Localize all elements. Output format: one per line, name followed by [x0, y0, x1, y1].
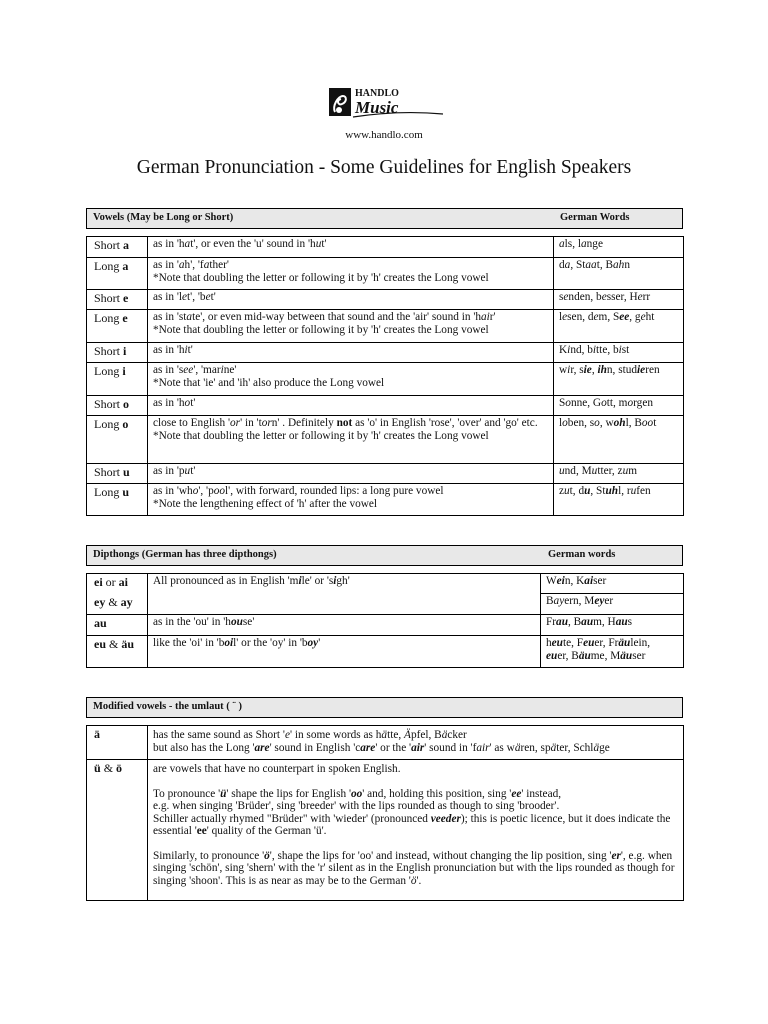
vowel-label: Short e	[87, 290, 148, 310]
vowel-label: Long e	[87, 310, 148, 343]
table-row	[87, 484, 684, 516]
vowel-description: as in 'put'	[148, 464, 554, 484]
vowel-label: Long u	[87, 484, 148, 516]
dipthongs-header-words: German words	[548, 549, 616, 560]
dipthong-label: ey & ay	[87, 594, 148, 615]
dipthongs-header-title: Dipthongs (German has three dipthongs)	[93, 549, 277, 560]
table-row	[87, 310, 684, 343]
vowel-examples: loben, so, wohl, Boot	[554, 416, 684, 464]
table-row	[87, 396, 684, 416]
table-row	[87, 343, 684, 363]
vowel-examples: als, lange	[554, 237, 684, 258]
website-url: www.handlo.com	[345, 129, 423, 141]
dipthong-description: All pronounced as in English 'mile' or 'sigh'	[148, 574, 541, 615]
logo-brand: HANDLO	[355, 88, 399, 99]
umlaut-description: has the same sound as Short 'e' in some words as hätte, Äpfel, Bäcker but also has the Long 'are' sound in English 'care' or the 'air' sound in 'fair' as wären, später, Schläge	[148, 726, 684, 760]
vowel-description: as in 'see', 'marine' *Note that 'ie' and 'ih' also produce the Long vowel	[148, 363, 554, 396]
vowel-examples: wir, sie, ihn, studieren	[554, 363, 684, 396]
logo-script: Music	[355, 98, 399, 117]
dipthongs-table	[86, 573, 684, 668]
table-row	[87, 464, 684, 484]
page-title: German Pronunciation - Some Guidelines for English Speakers	[136, 157, 632, 178]
vowel-examples: zut, du, Stuhl, rufen	[554, 484, 684, 516]
table-row	[87, 615, 684, 636]
dipthong-label: eu & äu	[87, 636, 148, 668]
handlo-music-logo	[329, 86, 445, 120]
table-row	[87, 258, 684, 290]
vowels-header	[86, 208, 683, 229]
dipthong-examples: Bayern, Meyer	[541, 594, 684, 615]
table-row	[87, 574, 684, 594]
vowel-label: Short i	[87, 343, 148, 363]
umlaut-header-title: Modified vowels - the umlaut ( ¨ )	[93, 701, 243, 712]
vowel-label: Short o	[87, 396, 148, 416]
vowel-label: Long a	[87, 258, 148, 290]
vowel-examples: Sonne, Gott, morgen	[554, 396, 684, 416]
vowel-label: Short u	[87, 464, 148, 484]
vowel-description: as in 'let', 'bet'	[148, 290, 554, 310]
vowel-label: Short a	[87, 237, 148, 258]
dipthong-label: au	[87, 615, 148, 636]
vowel-description: close to English 'or' in 'torn' . Definitely not as 'o' in English 'rose', 'over' and 'go' etc. *Note that doubling the letter or following it by 'h' creates the Long vowel	[148, 416, 554, 464]
vowel-label: Long i	[87, 363, 148, 396]
vowel-description: as in 'state', or even mid-way between that sound and the 'air' sound in 'hair' *Note that doubling the letter or following it by 'h' creates the Long vowel	[148, 310, 554, 343]
dipthong-examples: Frau, Baum, Haus	[541, 615, 684, 636]
umlaut-label: ä	[87, 726, 148, 760]
vowel-examples: da, Staat, Bahn	[554, 258, 684, 290]
table-row	[87, 636, 684, 668]
dipthong-description: as in the 'ou' in 'house'	[148, 615, 541, 636]
vowel-description: as in 'hat', or even the 'u' sound in 'hut'	[148, 237, 554, 258]
umlaut-description: are vowels that have no counterpart in spoken English. To pronounce 'ü' shape the lips for English 'oo' and, holding this position, sing 'ee' instead, e.g. when singing 'Brüder', sing 'breeder' with the lips rounded as though to sing 'brooder'. Schiller actually rhymed "Brüder" with 'wieder' (pronounced veeder); this is poetic licence, but it does indicate the essential 'ee' quality of the German 'ü'. Similarly, to pronounce 'ö', shape the lips for 'oo' and instead, without changing the lip position, sing 'er', e.g. when singing 'schön', sing 'shern' with the 'r' silent as in the English pronunciation but with the lips rounded as though for singing 'shoon'. This is as near as may be to the German 'ö'.	[148, 760, 684, 901]
dipthong-label: ei or ai	[87, 574, 148, 594]
vowel-label: Long o	[87, 416, 148, 464]
table-row	[87, 363, 684, 396]
vowel-description: as in 'ah', 'father' *Note that doubling the letter or following it by 'h' creates the Long vowel	[148, 258, 554, 290]
vowel-examples: senden, besser, Herr	[554, 290, 684, 310]
table-row	[87, 416, 684, 464]
umlaut-header	[86, 697, 683, 718]
table-row	[87, 726, 684, 760]
vowels-header-words: German Words	[560, 212, 630, 223]
dipthong-examples: heute, Feuer, Fräulein, euer, Bäume, Mäuser	[541, 636, 684, 668]
table-row	[87, 237, 684, 258]
dipthongs-header	[86, 545, 683, 566]
vowel-description: as in 'hit'	[148, 343, 554, 363]
dipthong-examples: Wein, Kaiser	[541, 574, 684, 594]
dipthong-description: like the 'oi' in 'boil' or the 'oy' in 'boy'	[148, 636, 541, 668]
vowel-examples: Kind, bitte, bist	[554, 343, 684, 363]
vowel-examples: und, Mutter, zum	[554, 464, 684, 484]
vowel-description: as in 'who', 'pool', with forward, rounded lips: a long pure vowel *Note the lengthening effect of 'h' after the vowel	[148, 484, 554, 516]
umlaut-label: ü & ö	[87, 760, 148, 901]
vowels-header-title: Vowels (May be Long or Short)	[93, 212, 234, 223]
table-row	[87, 290, 684, 310]
vowel-description: as in 'hot'	[148, 396, 554, 416]
vowel-examples: lesen, dem, See, geht	[554, 310, 684, 343]
vowels-table	[86, 236, 684, 516]
table-row	[87, 760, 684, 901]
umlaut-table	[86, 725, 684, 901]
